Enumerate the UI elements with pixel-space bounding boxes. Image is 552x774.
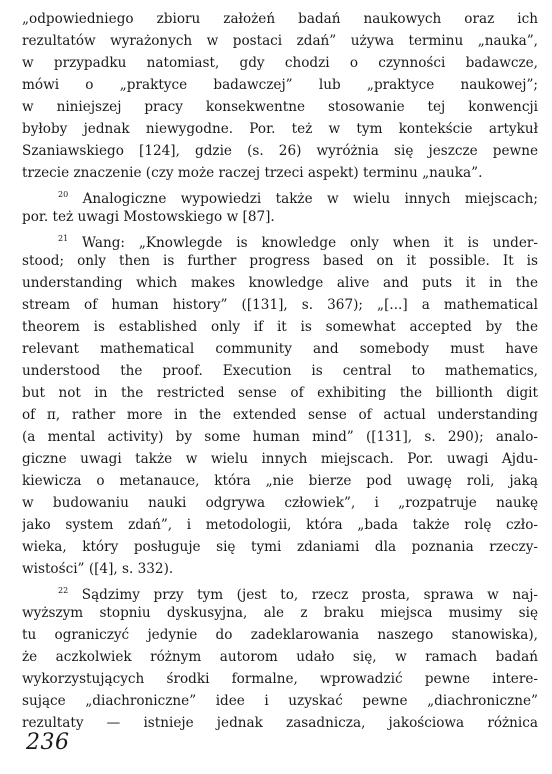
- footnote-text: Wang: „Knowlegde is knowledge only when it is under-: [82, 235, 538, 250]
- text-line: sujące „diachroniczne” idee i uzyskać pewne „diachroniczne”: [22, 693, 538, 709]
- text-line: mówi o „praktyce badawczej” lub „praktyce naukowej”;: [22, 77, 538, 93]
- text-line: że aczkolwiek różnym autorom udało się, w ramach badań: [22, 649, 538, 665]
- footnote-number: 21: [58, 234, 69, 243]
- footnote-text: Analogiczne wypowiedzi także w wielu innych miejscach;: [82, 191, 538, 206]
- footnote-20-line: [58, 184, 538, 206]
- text-line: rezultatów wyrażonych w postaci zdań” używa terminu „nauka”,: [22, 33, 538, 49]
- footnote-number: 20: [58, 190, 69, 199]
- footnote-number: 22: [58, 586, 69, 595]
- text-line: byłoby jednak niewygodne. Por. też w tym kontekście artykuł: [22, 121, 538, 137]
- text-line: jako system zdań”, i metodologii, która „bada także rolę czło-: [22, 517, 538, 533]
- footnote-21-line: [58, 228, 538, 250]
- text-line: trzecie znaczenie (czy może raczej trzeci aspekt) terminu „nauka”.: [22, 165, 483, 181]
- text-line: wyższym stopniu dyskusyjna, ale z braku miejsca musimy się: [22, 605, 538, 621]
- text-line: tu ograniczyć jedynie do zadeklarowania naszego stanowiska),: [22, 627, 538, 643]
- text-line: giczne uwagi także w wielu innych miejscach. Por. uwagi Ajdu-: [22, 451, 538, 467]
- text-line: wykorzystujących środki formalne, wprowadzić pewne intere-: [22, 671, 538, 687]
- text-line: „odpowiedniego zbioru założeń badań naukowych oraz ich: [22, 11, 538, 27]
- text-line: theorem is established only if it is somewhat accepted by the: [22, 319, 538, 335]
- text-line: w budowaniu nauki odgrywa człowiek”, i „rozpatruje naukę: [22, 495, 538, 511]
- text-line: stream of human history” ([131], s. 367); „[...] a mathematical: [22, 297, 538, 313]
- text-line: rezultaty — istnieje jednak zasadnicza, jakościowa różnica: [22, 715, 538, 731]
- footnote-22-line: [58, 580, 538, 602]
- text-line: w przypadku natomiast, gdy chodzi o czynności badawcze,: [22, 55, 538, 71]
- document-page: [22, 8, 538, 731]
- text-line: kiewicza o metanauce, która „nie bierze pod uwagę roli, jaką: [22, 473, 538, 489]
- text-line: of π, rather more in the extended sense of actual understanding: [22, 407, 538, 423]
- text-line: understanding which makes knowledge alive and puts it in the: [22, 275, 538, 291]
- text-line: por. też uwagi Mostowskiego w [87].: [22, 209, 275, 225]
- text-line: but not in the restricted sense of exhibiting the billionth digit: [22, 385, 538, 401]
- text-line: (a mental activity) by some human mind” ([131], s. 290); analo-: [22, 429, 538, 445]
- text-line: wieka, który posługuje się tymi zdaniami dla poznania rzeczy-: [22, 539, 538, 555]
- text-line: w niniejszej pracy konsekwentne stosowanie tej konwencji: [22, 99, 538, 115]
- page-number: 236: [26, 730, 70, 755]
- text-line: Szaniawskiego [124], gdzie (s. 26) wyróżnia się jeszcze pewne: [22, 143, 538, 159]
- text-line: stood; only then is further progress based on it possible. It is: [22, 253, 538, 269]
- text-line: understood the proof. Execution is central to mathematics,: [22, 363, 538, 379]
- text-line: relevant mathematical community and somebody must have: [22, 341, 538, 357]
- footnote-text: Sądzimy przy tym (jest to, rzecz prosta, sprawa w naj-: [81, 587, 538, 602]
- text-line: wistości” ([4], s. 332).: [22, 561, 174, 577]
